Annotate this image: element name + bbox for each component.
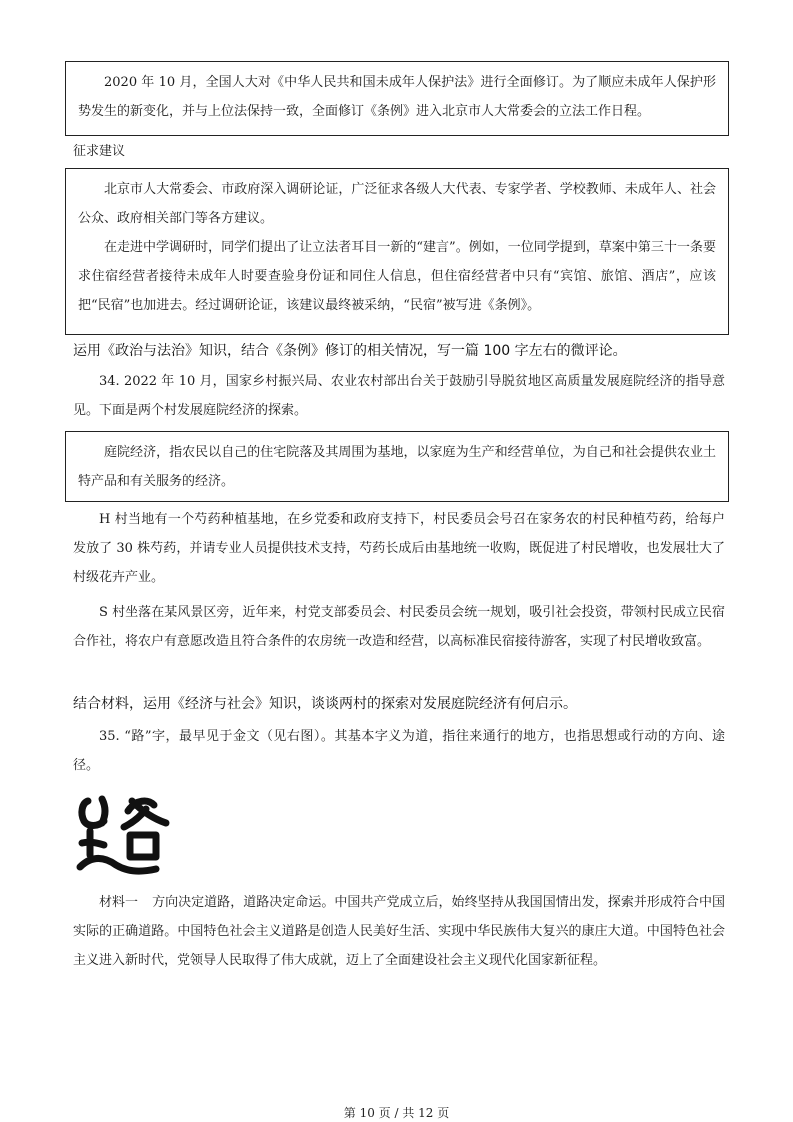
box1-text: 2020 年 10 月，全国人大对《中华人民共和国未成年人保护法》进行全面修订。为了顺应未成年人保护形势发生的新变化，并与上位法保持一致，全面修订《条例》进入北京市人大常委会的立法工作日程。 [78,75,716,119]
box2-paragraph-1: 北京市人大常委会、市政府深入调研论证，广泛征求各级人大代表、专家学者、学校教师、未成年人、社会公众、政府相关部门等各方建议。 [78,182,716,226]
question-35-intro: 35. “路”字，最早见于金文（见右图）。其基本字义为道，指往来通行的地方，也指思想或行动的方向、途径。 [73,729,725,773]
material-1-label: 材料一 [99,895,139,910]
h-village-paragraph: H 村当地有一个芍药种植基地，在乡党委和政府支持下，村民委员会号召在家务农的村民种植芍药，给每户发放了 30 株芍药，并请专业人员提供技术支持，芍药长成后由基地统一收购，既促进了村民增收，也发展壮大了村级花卉产业。 [73,512,725,585]
courtyard-economy-definition-box [65,431,729,502]
material-1-paragraph [73,888,725,975]
s-village-paragraph: S 村坐落在某风景区旁，近年来，村党支部委员会、村民委员会统一规划，吸引社会投资，带领村民成立民宿合作社，将农户有意愿改造且符合条件的农房统一改造和经营，以高标准民宿接待游客，实现了村民增收致富。 [73,605,725,649]
question-34-intro: 34. 2022 年 10 月，国家乡村振兴局、农业农村部出台关于鼓励引导脱贫地区高质量发展庭院经济的指导意见。下面是两个村发展庭院经济的探索。 [73,374,725,418]
definition-text: 庭院经济，指农民以自己的住宅院落及其周围为基地，以家庭为生产和经营单位，为自己和社会提供农业土特产品和有关服务的经济。 [78,445,716,489]
section-label: 征求建议 [73,144,126,159]
box2-paragraph-2: 在走进中学调研时，同学们提出了让立法者耳目一新的“建言”。例如，一位同学提到，草案中第三十一条要求住宿经营者接待未成年人时要查验身份证和同住人信息，但住宿经营者中只有“宾馆、旅馆、酒店”，应该把“民宿”也加进去。经过调研论证，该建议最终被采纳，“民宿”被写进《条例》。 [78,240,716,313]
page-footer: 第 10 页 / 共 12 页 [343,1106,450,1120]
suggestion-box [65,168,729,335]
instruction-34: 结合材料，运用《经济与社会》知识，谈谈两村的探索对发展庭院经济有何启示。 [73,696,577,712]
instruction-33: 运用《政治与法治》知识，结合《条例》修订的相关情况，写一篇 100 字左右的微评论。 [73,343,627,359]
bronze-script-lu-character-image [76,793,172,879]
statute-background-box [65,61,729,136]
material-1-text: 方向决定道路，道路决定命运。中国共产党成立后，始终坚持从我国国情出发，探索并形成符合中国实际的正确道路。中国特色社会主义道路是创造人民美好生活、实现中华民族伟大复兴的康庄大道。中国特色社会主义进入新时代，党领导人民取得了伟大成就，迈上了全面建设社会主义现代化国家新征程。 [73,895,725,968]
